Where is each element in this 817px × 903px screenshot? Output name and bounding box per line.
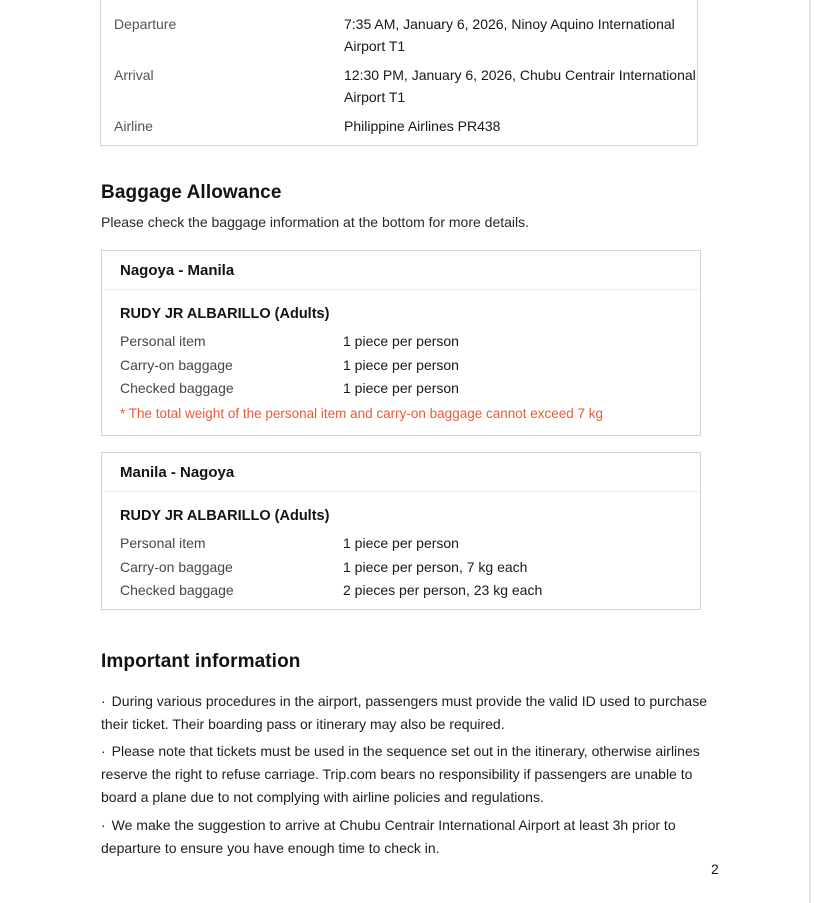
page-number: 2 — [711, 861, 719, 877]
baggage-row-personal-item — [120, 330, 682, 354]
passenger-name: RUDY JR ALBARILLO (Adults) — [120, 508, 330, 524]
baggage-label: Carry-on baggage — [120, 558, 233, 575]
baggage-label: Checked baggage — [120, 582, 234, 598]
detail-row-airline — [114, 115, 697, 137]
baggage-value: 2 pieces per person, 23 kg each — [343, 582, 543, 598]
baggage-weight-note: * The total weight of the personal item and carry-on baggage cannot exceed 7 kg — [120, 405, 604, 421]
baggage-label: Personal item — [120, 333, 206, 349]
baggage-row-carry-on — [120, 556, 682, 580]
baggage-value: 1 piece per person — [343, 380, 459, 396]
baggage-allowance-subtitle: Please check the baggage information at the bottom for more details. — [101, 214, 530, 230]
bullet-marker: · — [101, 693, 106, 709]
info-bullet-text: Please note that tickets must be used in the sequence set out in the itinerary, otherwise airlines reserve the right to refuse carriage. Trip.com bears no responsibility if passengers are unable to board a plane due to not complying with airline policies and regulations. — [101, 743, 700, 805]
info-bullet-arrival-suggestion — [101, 814, 707, 860]
important-information-title: Important information — [101, 651, 301, 672]
baggage-row-checked — [120, 377, 682, 401]
baggage-row-checked — [120, 579, 682, 603]
detail-row-departure — [114, 13, 697, 57]
baggage-card-manila-nagoya — [101, 452, 701, 610]
airline-value: Philippine Airlines PR438 — [344, 118, 501, 134]
baggage-card-body — [102, 290, 700, 424]
baggage-label: Carry-on baggage — [120, 356, 233, 373]
bullet-marker: · — [101, 817, 106, 833]
airline-label: Airline — [114, 118, 153, 134]
detail-row-arrival — [114, 64, 697, 108]
baggage-allowance-title: Baggage Allowance — [101, 182, 282, 203]
route-header: Nagoya - Manila — [102, 251, 700, 290]
baggage-value: 1 piece per person — [343, 535, 459, 551]
baggage-row-personal-item — [120, 532, 682, 556]
arrival-label: Arrival — [114, 67, 154, 83]
baggage-label: Personal item — [120, 535, 206, 551]
scan-edge-artifact — [809, 0, 811, 903]
baggage-card-body — [102, 492, 700, 603]
bullet-marker: · — [101, 743, 106, 759]
arrival-value: 12:30 PM, January 6, 2026, Chubu Centrair International Airport T1 — [344, 67, 696, 105]
baggage-label: Checked baggage — [120, 380, 234, 396]
flight-details-card — [100, 0, 698, 146]
baggage-value: 1 piece per person — [343, 333, 459, 349]
departure-value: 7:35 AM, January 6, 2026, Ninoy Aquino International Airport T1 — [344, 16, 675, 54]
baggage-value: 1 piece per person — [343, 356, 459, 373]
baggage-card-nagoya-manila — [101, 250, 701, 436]
departure-label: Departure — [114, 16, 177, 32]
baggage-value: 1 piece per person, 7 kg each — [343, 558, 528, 575]
info-bullet-text: During various procedures in the airport, passengers must provide the valid ID used to purchase their ticket. Their boarding pass or itinerary may also be required. — [101, 693, 707, 732]
info-bullet-id-requirement — [101, 690, 707, 736]
baggage-row-carry-on — [120, 354, 682, 378]
info-bullet-ticket-sequence — [101, 740, 707, 809]
passenger-name: RUDY JR ALBARILLO (Adults) — [120, 306, 330, 322]
route-header: Manila - Nagoya — [102, 453, 700, 492]
info-bullet-text: We make the suggestion to arrive at Chubu Centrair International Airport at least 3h prior to departure to ensure you have enough time to check in. — [101, 817, 676, 856]
